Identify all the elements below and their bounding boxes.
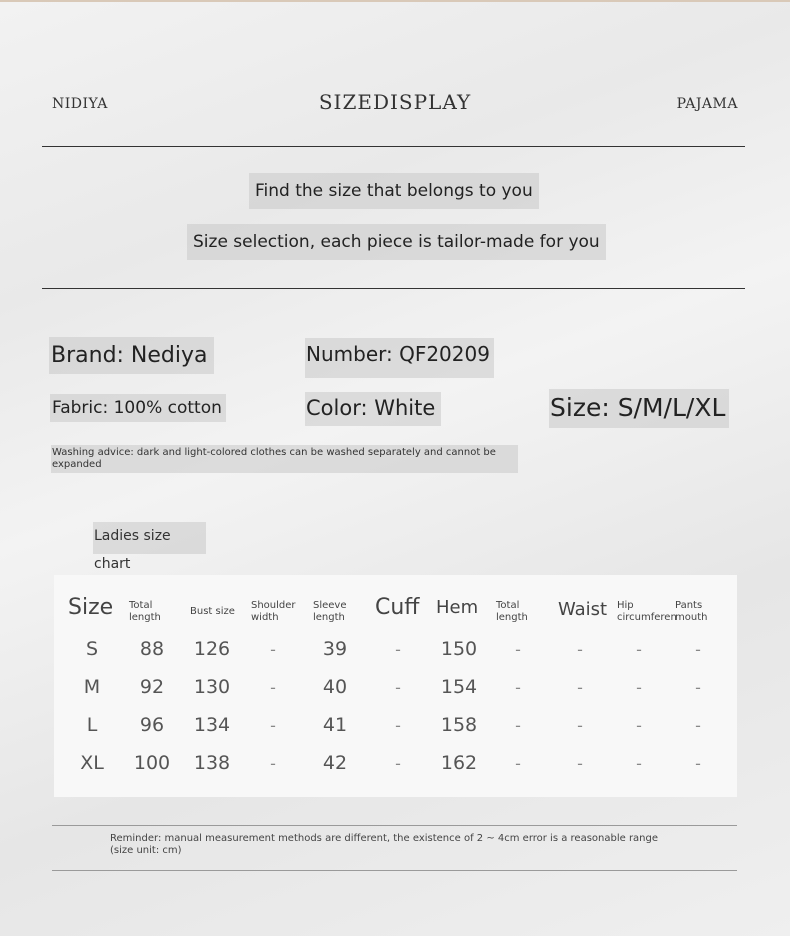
table-cell: S — [85, 638, 99, 660]
table-cell: M — [83, 676, 101, 698]
table-cell: - — [395, 716, 401, 735]
measurement-reminder: Reminder: manual measurement methods are different, the existence of 2 ~ 4cm error is a reasonable range (size unit: cm) — [110, 833, 659, 856]
table-cell: - — [695, 640, 701, 659]
table-cell: 88 — [139, 638, 165, 660]
table-cell: - — [270, 716, 276, 735]
product-number: Number: QF20209 — [305, 338, 494, 378]
top-decorative-strip — [0, 0, 790, 2]
top-divider — [42, 146, 745, 147]
table-cell: - — [270, 640, 276, 659]
header-brand-left: NIDIYA — [52, 96, 108, 112]
table-cell: 134 — [193, 714, 231, 736]
table-cell: XL — [80, 752, 104, 774]
reminder-bottom-rule — [52, 870, 737, 871]
table-cell: 39 — [322, 638, 348, 660]
table-header-shoulder-width: Shoulder width — [251, 600, 296, 623]
table-cell: - — [636, 640, 642, 659]
chart-title: Ladies size chart — [93, 522, 206, 554]
table-cell: 138 — [193, 752, 231, 774]
table-cell: - — [695, 754, 701, 773]
table-cell: - — [395, 754, 401, 773]
table-cell: - — [395, 640, 401, 659]
table-cell: - — [636, 716, 642, 735]
table-header-bust-size: Bust size — [190, 606, 235, 617]
table-header-total-length-2: Total length — [496, 600, 528, 623]
table-cell: - — [395, 678, 401, 697]
table-cell: - — [636, 754, 642, 773]
middle-divider — [42, 288, 745, 289]
table-cell: - — [636, 678, 642, 697]
table-header-pants-mouth: Pants mouth — [675, 600, 708, 623]
table-cell: - — [577, 640, 583, 659]
fabric-label: Fabric: 100% cotton — [50, 394, 226, 422]
table-cell: - — [270, 678, 276, 697]
table-cell: - — [515, 678, 521, 697]
table-cell: - — [577, 678, 583, 697]
table-header-sleeve-length: Sleeve length — [313, 600, 347, 623]
reminder-top-rule — [52, 825, 737, 826]
table-cell: 126 — [193, 638, 231, 660]
table-header-hip-circumference: Hip circumferen — [617, 600, 677, 623]
table-cell: 42 — [322, 752, 348, 774]
table-cell: - — [270, 754, 276, 773]
table-header-size: Size — [68, 595, 114, 620]
table-cell: - — [695, 716, 701, 735]
table-header-cuff: Cuff — [375, 595, 420, 620]
table-cell: - — [515, 640, 521, 659]
table-header-total-length: Total length — [129, 600, 161, 623]
table-cell: 100 — [133, 752, 171, 774]
table-header-hem: Hem — [436, 597, 479, 618]
table-cell: 154 — [440, 676, 478, 698]
tagline-secondary: Size selection, each piece is tailor-made for you — [187, 224, 606, 260]
table-header-waist: Waist — [558, 599, 608, 620]
table-cell: 41 — [322, 714, 348, 736]
size-options: Size: S/M/L/XL — [549, 389, 729, 428]
color-label: Color: White — [305, 392, 441, 426]
table-cell: 150 — [440, 638, 478, 660]
table-cell: - — [515, 754, 521, 773]
table-cell: 96 — [139, 714, 165, 736]
table-cell: L — [86, 714, 98, 736]
table-cell: 158 — [440, 714, 478, 736]
brand-label: Brand: Nediya — [49, 337, 214, 374]
table-cell: - — [695, 678, 701, 697]
table-cell: 162 — [440, 752, 478, 774]
header-category-right: PAJAMA — [676, 96, 738, 112]
table-cell: - — [577, 754, 583, 773]
table-cell: 130 — [193, 676, 231, 698]
table-cell: 92 — [139, 676, 165, 698]
header-title: SIZEDISPLAY — [318, 90, 472, 114]
table-cell: - — [515, 716, 521, 735]
size-table — [54, 575, 737, 797]
table-cell: - — [577, 716, 583, 735]
washing-advice: Washing advice: dark and light-colored clothes can be washed separately and cannot be expanded — [51, 445, 518, 473]
table-cell: 40 — [322, 676, 348, 698]
tagline-primary: Find the size that belongs to you — [249, 173, 539, 209]
